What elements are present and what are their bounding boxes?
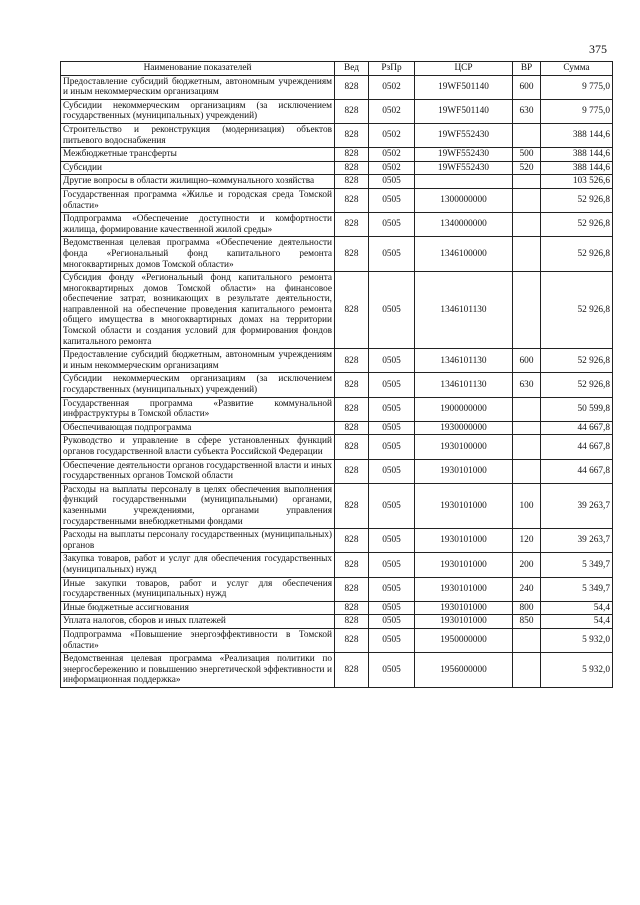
table-row xyxy=(61,175,613,189)
cell-ved: 828 xyxy=(335,577,369,601)
cell-csr: 1340000000 xyxy=(415,213,513,237)
cell-csr: 1346101130 xyxy=(415,373,513,397)
header-ved: Вед xyxy=(335,62,369,76)
table-row xyxy=(61,161,613,175)
cell-csr: 1346101130 xyxy=(415,272,513,349)
cell-vr xyxy=(513,459,541,483)
cell-ved: 828 xyxy=(335,161,369,175)
cell-vr xyxy=(513,123,541,147)
cell-sum: 52 926,8 xyxy=(541,349,613,373)
cell-sum: 54,4 xyxy=(541,601,613,615)
cell-rzpr: 0505 xyxy=(369,213,415,237)
cell-vr: 500 xyxy=(513,148,541,162)
table-row xyxy=(61,421,613,435)
cell-ved: 828 xyxy=(335,148,369,162)
cell-ved: 828 xyxy=(335,373,369,397)
cell-rzpr: 0505 xyxy=(369,349,415,373)
cell-ved: 828 xyxy=(335,397,369,421)
cell-sum: 39 263,7 xyxy=(541,529,613,553)
cell-csr: 1300000000 xyxy=(415,188,513,212)
cell-name: Ведомственная целевая программа «Реализация политики по энергосбережению и повышению энергетической эффективности и информационная поддержка» xyxy=(61,653,335,688)
cell-sum: 52 926,8 xyxy=(541,272,613,349)
budget-table xyxy=(60,61,613,688)
cell-vr xyxy=(513,213,541,237)
cell-name: Субсидии некоммерческим организациям (за исключением государственных (муниципальных) учреждений) xyxy=(61,373,335,397)
cell-name: Закупка товаров, работ и услуг для обеспечения государственных (муниципальных) нужд xyxy=(61,553,335,577)
cell-name: Ведомственная целевая программа «Обеспечение деятельности фонда «Региональный фонд капитального ремонта многоквартирных домов Томской области» xyxy=(61,237,335,272)
cell-ved: 828 xyxy=(335,483,369,528)
table-row xyxy=(61,615,613,629)
cell-ved: 828 xyxy=(335,213,369,237)
cell-name: Предоставление субсидий бюджетным, автономным учреждениям и иным некоммерческим организациям xyxy=(61,349,335,373)
cell-rzpr: 0505 xyxy=(369,272,415,349)
cell-rzpr: 0505 xyxy=(369,373,415,397)
cell-name: Уплата налогов, сборов и иных платежей xyxy=(61,615,335,629)
table-row xyxy=(61,553,613,577)
cell-name: Иные закупки товаров, работ и услуг для обеспечения государственных (муниципальных) нужд xyxy=(61,577,335,601)
cell-sum: 5 932,0 xyxy=(541,628,613,652)
cell-vr: 520 xyxy=(513,161,541,175)
cell-csr: 1930100000 xyxy=(415,435,513,459)
cell-sum: 52 926,8 xyxy=(541,373,613,397)
table-row xyxy=(61,483,613,528)
cell-vr xyxy=(513,175,541,189)
table-row xyxy=(61,397,613,421)
cell-ved: 828 xyxy=(335,349,369,373)
cell-vr: 200 xyxy=(513,553,541,577)
cell-vr: 850 xyxy=(513,615,541,629)
cell-name: Другие вопросы в области жилищно–коммунального хозяйства xyxy=(61,175,335,189)
table-row xyxy=(61,435,613,459)
table-row xyxy=(61,148,613,162)
cell-sum: 9 775,0 xyxy=(541,75,613,99)
cell-csr: 1950000000 xyxy=(415,628,513,652)
table-row xyxy=(61,123,613,147)
cell-sum: 388 144,6 xyxy=(541,148,613,162)
table-row xyxy=(61,188,613,212)
cell-csr: 1956000000 xyxy=(415,653,513,688)
cell-csr: 19WF552430 xyxy=(415,161,513,175)
cell-vr: 600 xyxy=(513,75,541,99)
cell-rzpr: 0505 xyxy=(369,188,415,212)
cell-rzpr: 0502 xyxy=(369,148,415,162)
cell-name: Расходы на выплаты персоналу в целях обеспечения выполнения функций государственными (муниципальными) органами, казенными учреждениями, органами управления государственными внебюджетными фондами xyxy=(61,483,335,528)
cell-ved: 828 xyxy=(335,601,369,615)
header-name: Наименование показателей xyxy=(61,62,335,76)
table-row xyxy=(61,653,613,688)
cell-vr xyxy=(513,397,541,421)
cell-name: Строительство и реконструкция (модернизация) объектов питьевого водоснабжения xyxy=(61,123,335,147)
table-row xyxy=(61,459,613,483)
cell-vr xyxy=(513,188,541,212)
cell-ved: 828 xyxy=(335,123,369,147)
header-sum: Сумма xyxy=(541,62,613,76)
cell-rzpr: 0505 xyxy=(369,529,415,553)
cell-vr: 630 xyxy=(513,99,541,123)
table-row xyxy=(61,373,613,397)
cell-ved: 828 xyxy=(335,553,369,577)
cell-name: Подпрограмма «Обеспечение доступности и комфортности жилища, формирование качественной жилой среды» xyxy=(61,213,335,237)
table-row xyxy=(61,601,613,615)
cell-rzpr: 0502 xyxy=(369,99,415,123)
cell-csr xyxy=(415,175,513,189)
cell-vr xyxy=(513,272,541,349)
cell-sum: 388 144,6 xyxy=(541,161,613,175)
cell-ved: 828 xyxy=(335,237,369,272)
cell-sum: 52 926,8 xyxy=(541,188,613,212)
cell-sum: 5 932,0 xyxy=(541,653,613,688)
cell-rzpr: 0505 xyxy=(369,459,415,483)
cell-rzpr: 0505 xyxy=(369,601,415,615)
cell-ved: 828 xyxy=(335,421,369,435)
cell-csr: 1930101000 xyxy=(415,553,513,577)
cell-vr: 120 xyxy=(513,529,541,553)
cell-name: Обеспечение деятельности органов государственной власти и иных государственных органов Томской области xyxy=(61,459,335,483)
cell-sum: 54,4 xyxy=(541,615,613,629)
cell-name: Государственная программа «Развитие коммунальной инфраструктуры в Томской области» xyxy=(61,397,335,421)
cell-name: Предоставление субсидий бюджетным, автономным учреждениям и иным некоммерческим организациям xyxy=(61,75,335,99)
table-body xyxy=(61,75,613,687)
cell-ved: 828 xyxy=(335,99,369,123)
cell-ved: 828 xyxy=(335,188,369,212)
table-row xyxy=(61,577,613,601)
cell-csr: 1930101000 xyxy=(415,577,513,601)
cell-vr xyxy=(513,435,541,459)
cell-vr: 600 xyxy=(513,349,541,373)
cell-sum: 5 349,7 xyxy=(541,553,613,577)
cell-rzpr: 0502 xyxy=(369,161,415,175)
cell-sum: 44 667,8 xyxy=(541,421,613,435)
cell-csr: 19WF501140 xyxy=(415,99,513,123)
cell-vr xyxy=(513,653,541,688)
cell-rzpr: 0505 xyxy=(369,628,415,652)
cell-sum: 5 349,7 xyxy=(541,577,613,601)
cell-name: Субсидия фонду «Региональный фонд капитального ремонта многоквартирных домов Томской области» на финансовое обеспечение затрат, возникающих в результате деятельности, направленной на обеспечение проведения капитального ремонта общего имущества в многоквартирных домах на территории Томской области и создания условий для формирования фондов капитального ремонта xyxy=(61,272,335,349)
cell-csr: 1930101000 xyxy=(415,459,513,483)
cell-name: Субсидии некоммерческим организациям (за исключением государственных (муниципальных) учреждений) xyxy=(61,99,335,123)
cell-sum: 9 775,0 xyxy=(541,99,613,123)
cell-rzpr: 0505 xyxy=(369,175,415,189)
cell-rzpr: 0502 xyxy=(369,75,415,99)
cell-sum: 52 926,8 xyxy=(541,237,613,272)
table-header-row xyxy=(61,62,613,76)
cell-vr xyxy=(513,421,541,435)
cell-ved: 828 xyxy=(335,459,369,483)
cell-sum: 52 926,8 xyxy=(541,213,613,237)
cell-csr: 1930101000 xyxy=(415,615,513,629)
cell-csr: 19WF552430 xyxy=(415,123,513,147)
cell-name: Субсидии xyxy=(61,161,335,175)
cell-ved: 828 xyxy=(335,272,369,349)
cell-name: Подпрограмма «Повышение энергоэффективности в Томской области» xyxy=(61,628,335,652)
cell-csr: 19WF501140 xyxy=(415,75,513,99)
cell-name: Государственная программа «Жилье и городская среда Томской области» xyxy=(61,188,335,212)
cell-sum: 44 667,8 xyxy=(541,435,613,459)
header-csr: ЦСР xyxy=(415,62,513,76)
cell-rzpr: 0502 xyxy=(369,123,415,147)
cell-csr: 1346100000 xyxy=(415,237,513,272)
cell-ved: 828 xyxy=(335,628,369,652)
cell-name: Руководство и управление в сфере установленных функций органов государственной власти субъекта Российской Федерации xyxy=(61,435,335,459)
table-row xyxy=(61,75,613,99)
cell-csr: 1900000000 xyxy=(415,397,513,421)
cell-sum: 50 599,8 xyxy=(541,397,613,421)
cell-sum: 388 144,6 xyxy=(541,123,613,147)
cell-vr: 630 xyxy=(513,373,541,397)
cell-sum: 39 263,7 xyxy=(541,483,613,528)
table-row xyxy=(61,529,613,553)
cell-rzpr: 0505 xyxy=(369,577,415,601)
cell-name: Иные бюджетные ассигнования xyxy=(61,601,335,615)
cell-rzpr: 0505 xyxy=(369,421,415,435)
table-row xyxy=(61,237,613,272)
table-row xyxy=(61,99,613,123)
header-vr: ВР xyxy=(513,62,541,76)
cell-rzpr: 0505 xyxy=(369,237,415,272)
header-rzpr: РзПр xyxy=(369,62,415,76)
cell-csr: 1930101000 xyxy=(415,483,513,528)
cell-rzpr: 0505 xyxy=(369,653,415,688)
cell-vr: 240 xyxy=(513,577,541,601)
cell-rzpr: 0505 xyxy=(369,483,415,528)
cell-ved: 828 xyxy=(335,615,369,629)
cell-rzpr: 0505 xyxy=(369,397,415,421)
cell-vr: 100 xyxy=(513,483,541,528)
cell-ved: 828 xyxy=(335,75,369,99)
cell-sum: 44 667,8 xyxy=(541,459,613,483)
cell-ved: 828 xyxy=(335,175,369,189)
cell-vr: 800 xyxy=(513,601,541,615)
cell-csr: 1930101000 xyxy=(415,529,513,553)
table-row xyxy=(61,349,613,373)
cell-rzpr: 0505 xyxy=(369,553,415,577)
cell-sum: 103 526,6 xyxy=(541,175,613,189)
cell-ved: 828 xyxy=(335,529,369,553)
cell-name: Обеспечивающая подпрограмма xyxy=(61,421,335,435)
table-row xyxy=(61,272,613,349)
cell-name: Расходы на выплаты персоналу государственных (муниципальных) органов xyxy=(61,529,335,553)
cell-rzpr: 0505 xyxy=(369,615,415,629)
cell-csr: 1930101000 xyxy=(415,601,513,615)
cell-ved: 828 xyxy=(335,435,369,459)
table-row xyxy=(61,628,613,652)
cell-csr: 1346101130 xyxy=(415,349,513,373)
cell-rzpr: 0505 xyxy=(369,435,415,459)
cell-vr xyxy=(513,628,541,652)
cell-vr xyxy=(513,237,541,272)
cell-csr: 19WF552430 xyxy=(415,148,513,162)
cell-ved: 828 xyxy=(335,653,369,688)
cell-csr: 1930000000 xyxy=(415,421,513,435)
page-number: 375 xyxy=(589,42,607,56)
cell-name: Межбюджетные трансферты xyxy=(61,148,335,162)
table-row xyxy=(61,213,613,237)
